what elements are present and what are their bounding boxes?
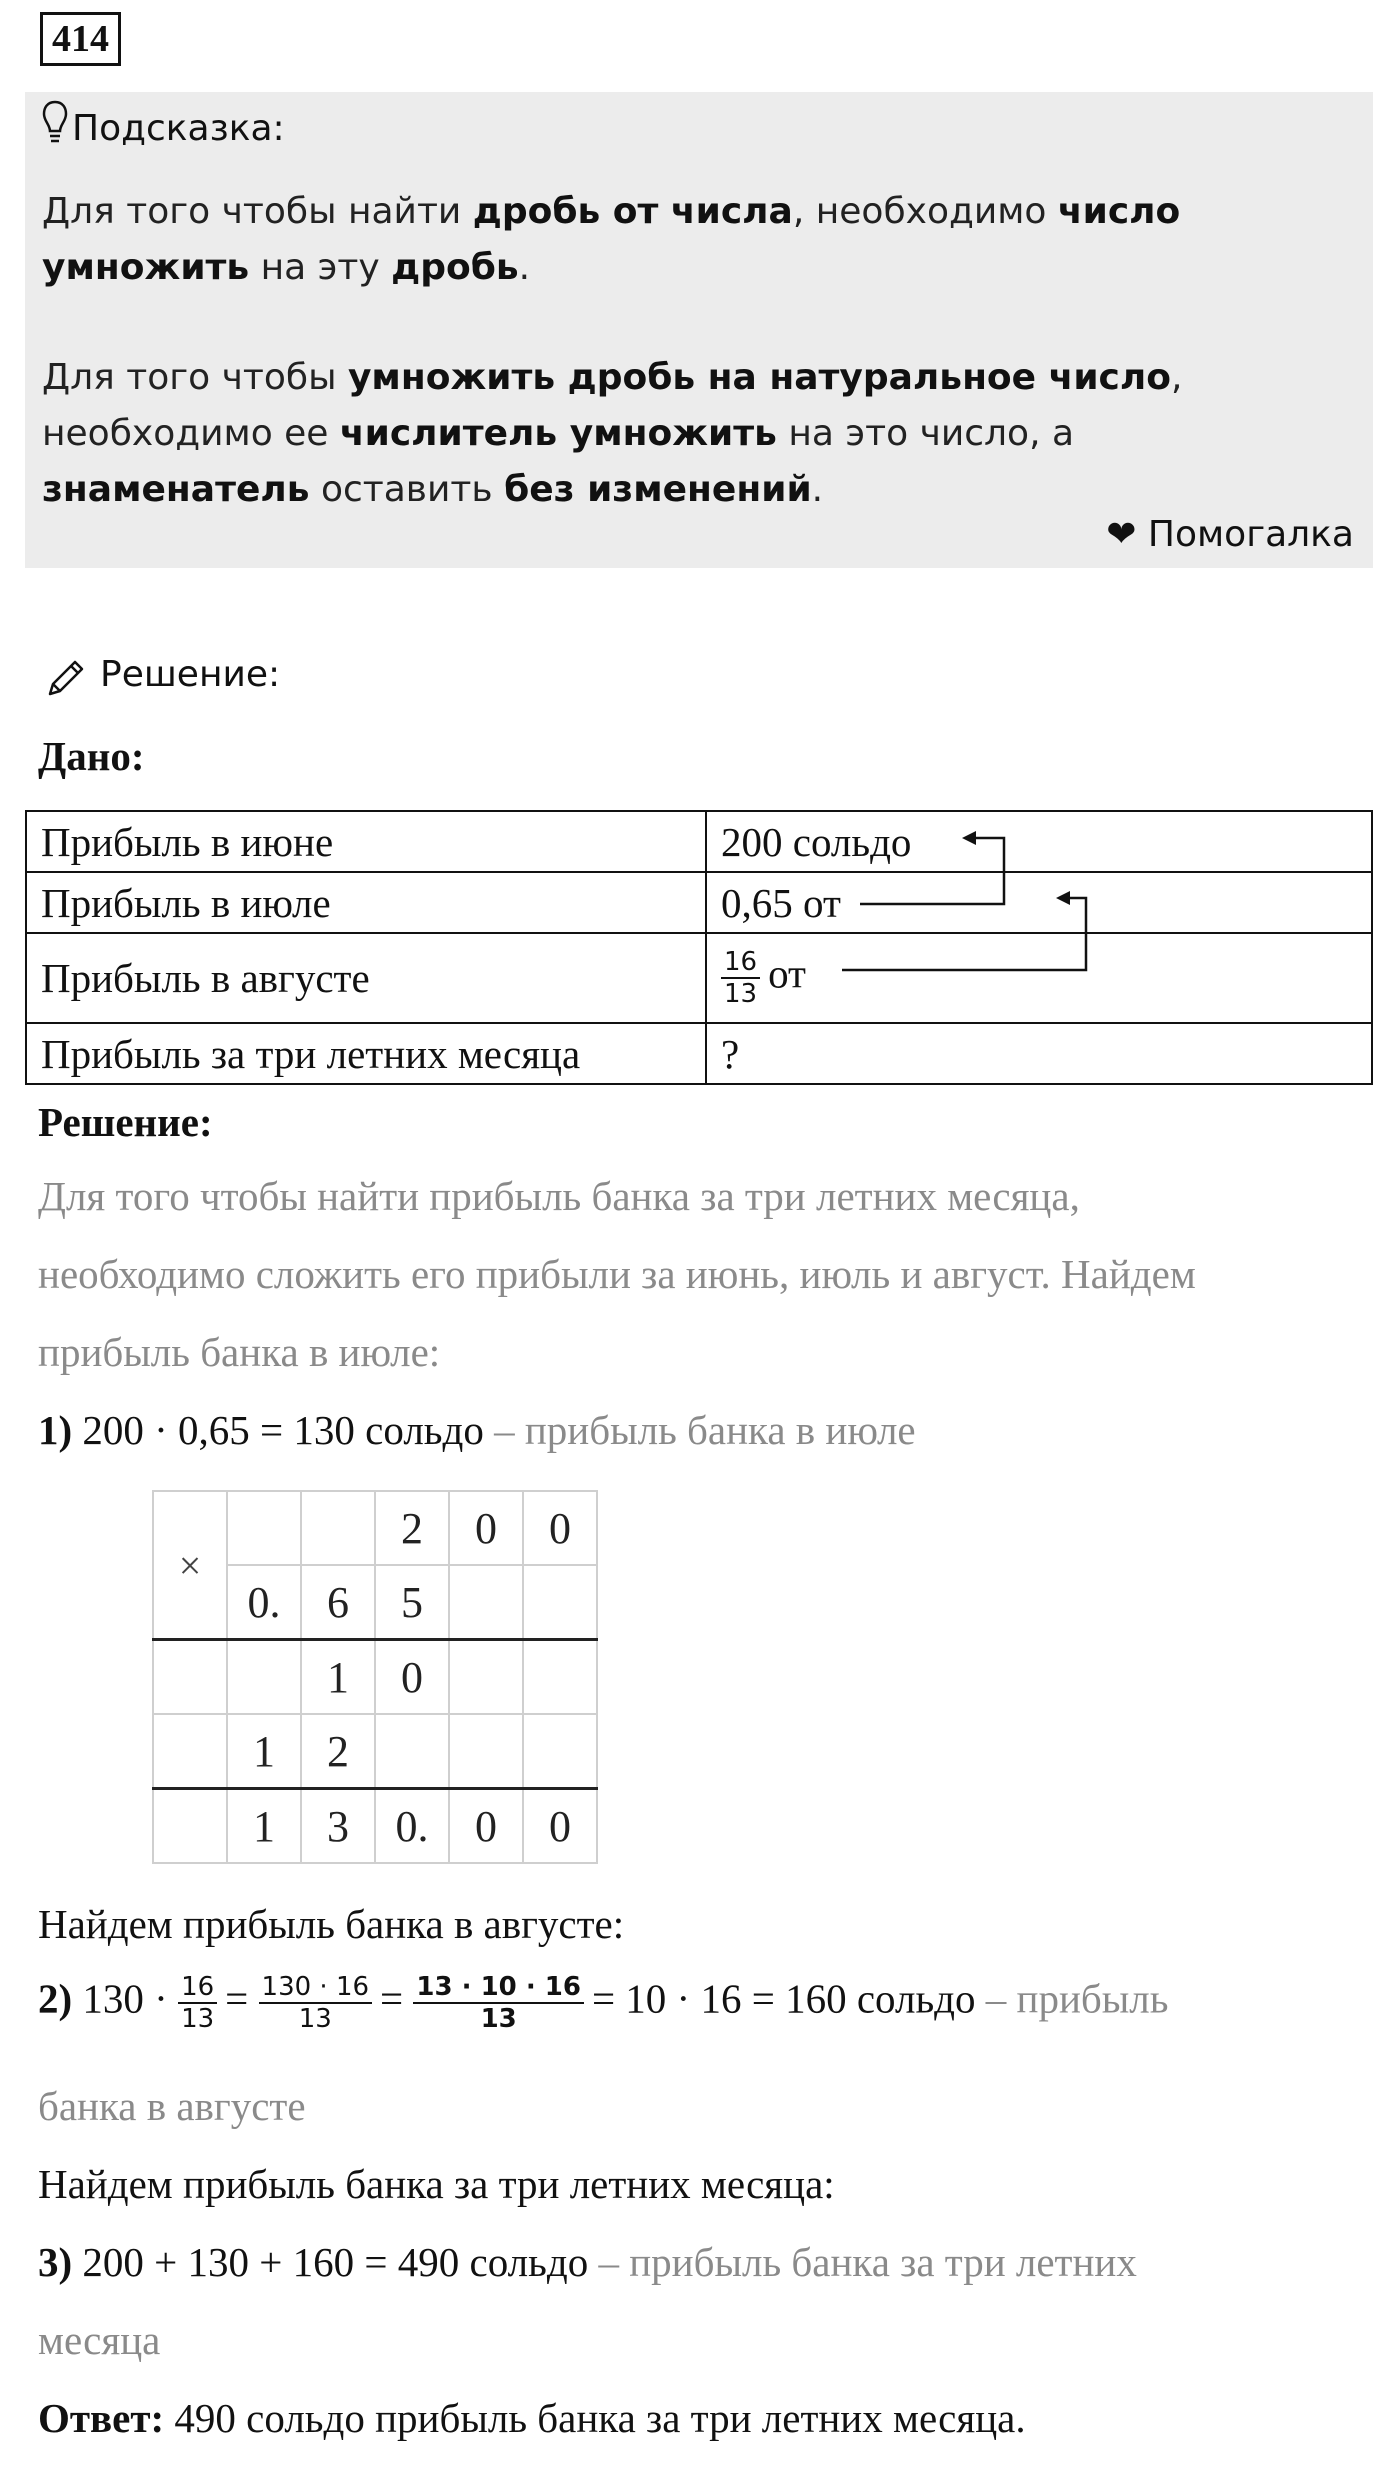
answer-text: 490 сольдо прибыль банка за три летних месяца. bbox=[164, 2395, 1026, 2441]
grid-cell: 1 bbox=[227, 1714, 301, 1789]
given-name: Прибыль в июне bbox=[26, 811, 706, 872]
helper-label: Помогалка bbox=[1147, 514, 1354, 555]
equals-sign: = bbox=[225, 1975, 249, 2022]
grid-row bbox=[153, 1640, 597, 1715]
task-number: 414 bbox=[40, 12, 121, 66]
hint-text-segment: знаменатель bbox=[42, 469, 310, 510]
fraction-numerator: 130 · 16 bbox=[259, 1972, 373, 2004]
grid-cell bbox=[227, 1640, 301, 1715]
fraction-denominator: 13 bbox=[298, 2004, 332, 2034]
grid-cell: 1 bbox=[301, 1640, 375, 1715]
grid-cell: 2 bbox=[375, 1491, 449, 1565]
solution-label: Решение: bbox=[38, 1099, 213, 1145]
grid-cell bbox=[449, 1640, 523, 1715]
hint-text-segment: дробь bbox=[391, 247, 519, 288]
fraction-denominator: 13 bbox=[724, 979, 758, 1009]
grid-cell: 3 bbox=[301, 1789, 375, 1864]
given-value-text: от bbox=[768, 950, 806, 997]
hint-text-segment: Для того чтобы bbox=[42, 357, 348, 398]
hint-text-segment: . bbox=[518, 247, 531, 288]
step-2 bbox=[38, 1972, 1358, 2034]
grid-cell: 0 bbox=[523, 1491, 597, 1565]
answer bbox=[38, 2394, 1358, 2442]
grid-cell: 6 bbox=[301, 1565, 375, 1640]
fraction bbox=[178, 1972, 217, 2034]
grid-row bbox=[153, 1714, 597, 1789]
grid-cell bbox=[153, 1789, 227, 1864]
multiplication-grid bbox=[152, 1490, 598, 1864]
step-number: 1) bbox=[38, 1407, 73, 1453]
given-label: Дано: bbox=[38, 733, 145, 779]
fraction bbox=[413, 1972, 584, 2034]
hint-text-segment: на это число, а bbox=[776, 413, 1075, 454]
given-value: ? bbox=[706, 1023, 1372, 1084]
hint-text-segment: умножить дробь на натуральное число bbox=[347, 357, 1171, 398]
step-2-note-line-2: банка в августе bbox=[38, 2083, 306, 2129]
fraction-numerator: 13 · 10 · 16 bbox=[413, 1972, 584, 2004]
step-3 bbox=[38, 2238, 1358, 2286]
step-note: – прибыль банка в июле bbox=[483, 1407, 916, 1453]
fraction-numerator: 16 bbox=[178, 1972, 217, 2004]
grid-cell bbox=[523, 1714, 597, 1789]
step-1 bbox=[38, 1406, 1358, 1454]
multiply-sign: × bbox=[153, 1491, 227, 1640]
heart-icon: ❤ bbox=[1106, 514, 1137, 555]
step-note: – прибыль bbox=[975, 1975, 1169, 2022]
hint-text-segment: числитель умножить bbox=[339, 413, 777, 454]
grid-cell bbox=[449, 1565, 523, 1640]
step-expression-end: = 10 · 16 = 160 сольдо bbox=[591, 1975, 976, 2022]
given-value: 0,65 от bbox=[706, 872, 1372, 933]
grid-cell: 0 bbox=[523, 1789, 597, 1864]
grid-cell: 2 bbox=[301, 1714, 375, 1789]
grid-cell bbox=[523, 1640, 597, 1715]
hint-text-segment: число умножить bbox=[42, 191, 1181, 288]
hint-text-segment: на эту bbox=[249, 247, 392, 288]
relation-arrows bbox=[0, 0, 1400, 1100]
hint-text-segment: . bbox=[811, 469, 824, 510]
solution-header: Решение: bbox=[100, 654, 281, 695]
hint-text-segment: Для того чтобы найти bbox=[42, 191, 473, 232]
grid-cell: 0 bbox=[449, 1789, 523, 1864]
hint-title: Подсказка: bbox=[72, 108, 285, 149]
grid-cell: 0 bbox=[449, 1491, 523, 1565]
fraction bbox=[259, 1972, 373, 2034]
grid-cell bbox=[153, 1640, 227, 1715]
grid-cell: 0. bbox=[375, 1789, 449, 1864]
solution-intro-line-1: Для того чтобы найти прибыль банка за три летних месяца, bbox=[38, 1173, 1080, 1219]
solution-intro-line-2: необходимо сложить его прибыли за июнь, июль и август. Найдем bbox=[38, 1251, 1196, 1297]
hint-text-segment: оставить bbox=[309, 469, 505, 510]
step-note: – прибыль банка за три летних bbox=[588, 2239, 1137, 2285]
grid-cell: 5 bbox=[375, 1565, 449, 1640]
hint-text-segment: , необходимо bbox=[792, 191, 1058, 232]
grid-cell: 0 bbox=[375, 1640, 449, 1715]
given-name: Прибыль в июле bbox=[26, 872, 706, 933]
august-intro: Найдем прибыль банка в августе: bbox=[38, 1901, 625, 1947]
given-name: Прибыль за три летних месяца bbox=[26, 1023, 706, 1084]
fraction-denominator: 13 bbox=[480, 2004, 517, 2034]
given-name: Прибыль в августе bbox=[26, 933, 706, 1023]
hint-text-segment: , необходимо ее bbox=[42, 357, 1183, 454]
equals-sign: = bbox=[380, 1975, 404, 2022]
grid-row bbox=[153, 1789, 597, 1864]
grid-cell bbox=[301, 1491, 375, 1565]
grid-cell bbox=[153, 1714, 227, 1789]
hint-text-segment: дробь от числа bbox=[472, 191, 793, 232]
grid-cell: 0. bbox=[227, 1565, 301, 1640]
step-expression-start: 130 · bbox=[82, 1975, 168, 2022]
fraction-numerator: 16 bbox=[721, 947, 760, 979]
step-expression: 200 + 130 + 160 = 490 сольдо bbox=[82, 2239, 589, 2285]
grid-cell bbox=[227, 1491, 301, 1565]
step-expression: 200 · 0,65 = 130 сольдо bbox=[82, 1407, 484, 1453]
hint-text-segment: без изменений bbox=[504, 469, 812, 510]
fraction-denominator: 13 bbox=[181, 2004, 215, 2034]
grid-cell bbox=[523, 1565, 597, 1640]
given-value: 200 сольдо bbox=[706, 811, 1372, 872]
step-number: 2) bbox=[38, 1975, 73, 2022]
grid-cell: 1 bbox=[227, 1789, 301, 1864]
grid-cell bbox=[375, 1714, 449, 1789]
answer-label: Ответ: bbox=[38, 2395, 165, 2441]
total-intro: Найдем прибыль банка за три летних месяца: bbox=[38, 2161, 835, 2207]
step-number: 3) bbox=[38, 2239, 73, 2285]
solution-intro-line-3: прибыль банка в июле: bbox=[38, 1329, 441, 1375]
step-3-note-line-2: месяца bbox=[38, 2317, 161, 2363]
grid-cell bbox=[449, 1714, 523, 1789]
grid-row bbox=[153, 1491, 597, 1565]
